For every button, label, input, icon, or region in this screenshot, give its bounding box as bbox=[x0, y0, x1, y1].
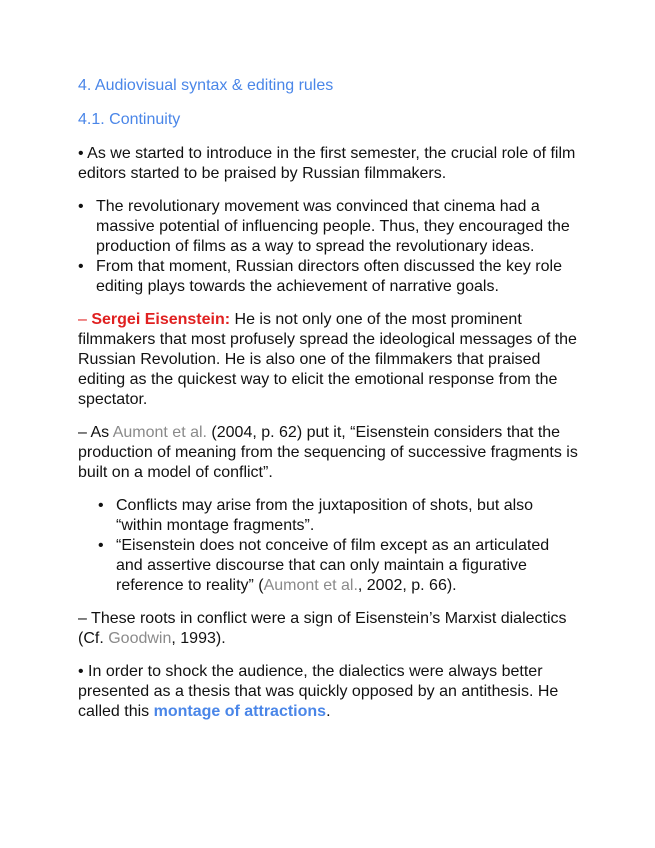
document-page bbox=[78, 76, 578, 722]
revolution-list bbox=[78, 197, 578, 297]
bullet-icon: • bbox=[78, 198, 84, 215]
quote-text: “Eisenstein does not conceive of film except as an articulated and assertive discourse that can only maintain a figurative reference to reality” ( bbox=[116, 537, 550, 594]
section-heading: 4. Audiovisual syntax & editing rules bbox=[78, 77, 334, 94]
eisenstein-paragraph bbox=[78, 310, 578, 410]
list-item bbox=[78, 496, 578, 536]
citation-tail: , 2002, p. 66). bbox=[357, 577, 457, 594]
bullet-icon: • bbox=[78, 258, 84, 275]
list-item bbox=[78, 536, 578, 596]
goodwin-reference-link[interactable]: Goodwin bbox=[108, 630, 172, 647]
attractions-paragraph bbox=[78, 662, 578, 722]
montage-of-attractions-term: montage of attractions bbox=[153, 703, 327, 720]
list-item bbox=[78, 257, 578, 297]
bullet-icon: • bbox=[98, 537, 104, 554]
intro-paragraph: • As we started to introduce in the first semester, the crucial role of film editors started to be praised by Russian filmmakers. bbox=[78, 145, 576, 182]
subsection-heading: 4.1. Continuity bbox=[78, 111, 181, 128]
list-item-text bbox=[116, 537, 549, 594]
attractions-post: . bbox=[326, 703, 331, 720]
eisenstein-name: Sergei Eisenstein: bbox=[91, 311, 231, 328]
list-item-text: Conflicts may arise from the juxtaposition of shots, but also “within montage fragments”. bbox=[116, 497, 534, 534]
bullet-icon: • bbox=[98, 497, 104, 514]
attractions-pre: • In order to shock the audience, the dialectics were always better presented as a thesis that was quickly opposed by an antithesis. He called this bbox=[78, 663, 559, 720]
aumont-reference-link[interactable]: Aumont et al. bbox=[263, 577, 358, 594]
list-item-text: The revolutionary movement was convinced that cinema had a massive potential of influencing people. Thus, they encouraged the production of films as a way to spread the revolutionary ideas. bbox=[96, 198, 570, 255]
eisenstein-text: He is not only one of the most prominent filmmakers that most profusely spread the ideological messages of the Russian Revolution. He is also one of the filmmakers that praised editing as the quickest way to elicit the emotional response from the spectator. bbox=[78, 311, 577, 408]
dash: – bbox=[78, 311, 92, 328]
goodwin-post: , 1993). bbox=[171, 630, 226, 647]
aumont-post: (2004, p. 62) put it, “Eisenstein considers that the production of meaning from the sequencing of successive fragments is built on a model of conflict”. bbox=[78, 424, 578, 481]
aumont-paragraph bbox=[78, 423, 578, 483]
conflict-list bbox=[78, 496, 578, 596]
aumont-reference-link[interactable]: Aumont et al. bbox=[112, 424, 207, 441]
goodwin-pre: – These roots in conflict were a sign of Eisenstein’s Marxist dialectics (Cf. bbox=[78, 610, 567, 647]
aumont-pre: – As bbox=[78, 424, 113, 441]
goodwin-paragraph bbox=[78, 609, 578, 649]
list-item-text: From that moment, Russian directors often discussed the key role editing plays towards the achievement of narrative goals. bbox=[96, 258, 562, 295]
list-item bbox=[78, 197, 578, 257]
